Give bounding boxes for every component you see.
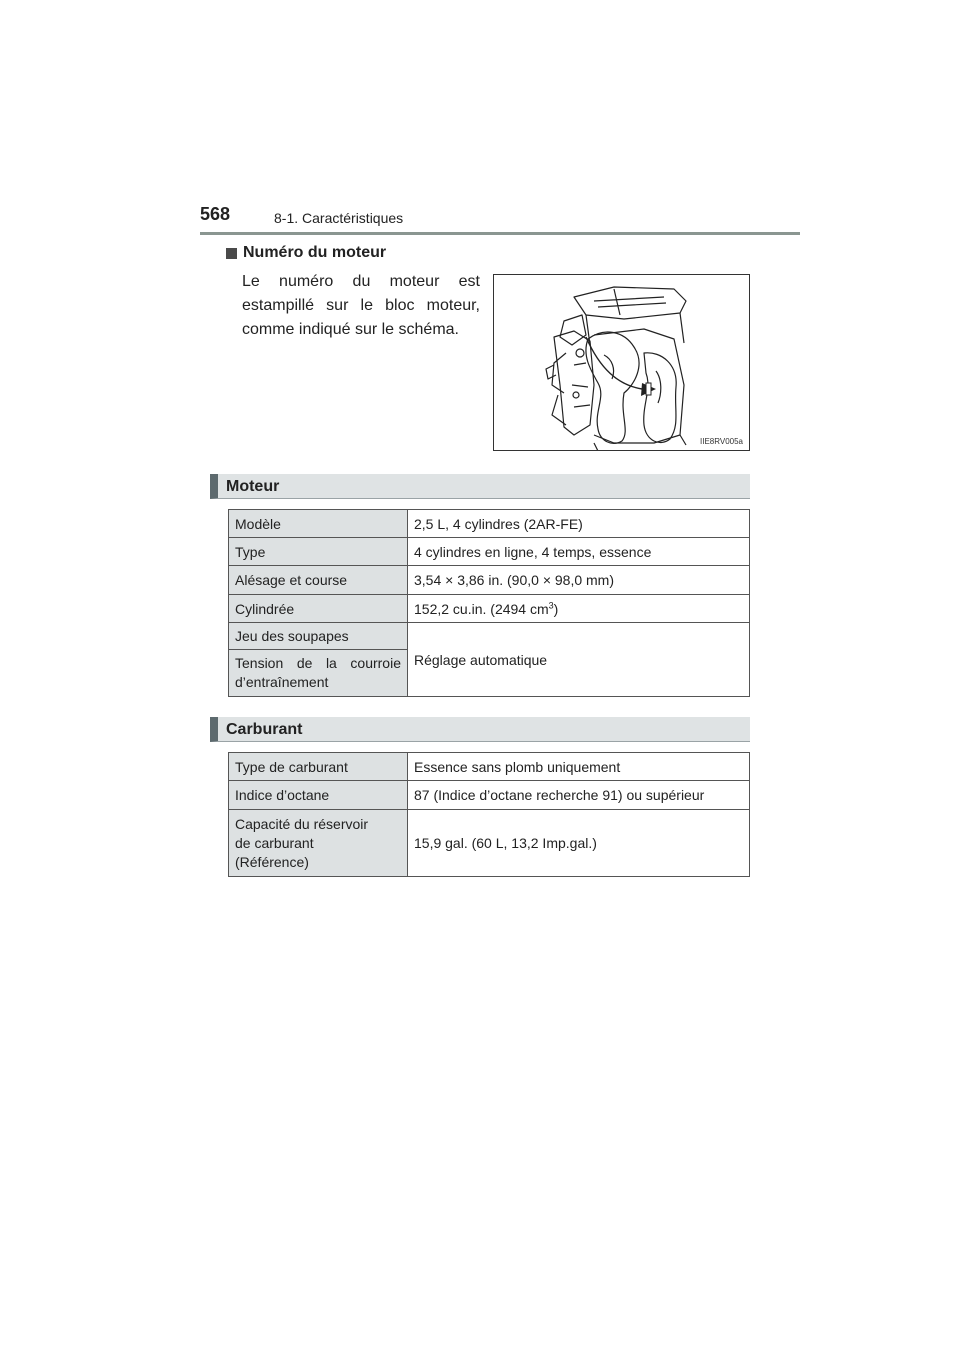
- engine-number-heading: [226, 244, 386, 262]
- row-label: Tension de la courroie d’entraînement: [229, 650, 408, 697]
- engine-diagram: [493, 274, 750, 451]
- row-value: 15,9 gal. (60 L, 13,2 Imp.gal.): [408, 810, 750, 877]
- page-number: 568: [200, 204, 231, 224]
- row-label: Alésage et course: [229, 566, 408, 595]
- row-label: Indice d’octane: [229, 781, 408, 810]
- table-row: [229, 538, 750, 566]
- table-row: [229, 566, 750, 595]
- table-row: [229, 810, 750, 877]
- square-bullet-icon: [226, 248, 237, 259]
- engine-illustration: [494, 275, 750, 451]
- row-label: Capacité du réservoir de carburant (Référence): [229, 810, 408, 877]
- table-row: [229, 781, 750, 810]
- row-value: 4 cylindres en ligne, 4 temps, essence: [408, 538, 750, 566]
- row-label: Type: [229, 538, 408, 566]
- section-title-carburant: Carburant: [226, 721, 303, 738]
- row-value: 3,54 × 3,86 in. (90,0 × 98,0 mm): [408, 566, 750, 595]
- engine-number-heading-text: Numéro du moteur: [243, 244, 387, 261]
- row-value: Essence sans plomb uniquement: [408, 753, 750, 781]
- section-title-moteur: Moteur: [226, 478, 280, 495]
- section-bar-moteur: [210, 474, 750, 499]
- cubic-exponent: 3: [548, 599, 554, 610]
- figure-code: IIE8RV005a: [700, 437, 743, 446]
- section-label: 8-1. Caractéristiques: [274, 210, 404, 226]
- section-bar-carburant: [210, 717, 750, 742]
- table-row: [229, 595, 750, 623]
- table-row: [229, 753, 750, 781]
- page-header: [200, 204, 800, 236]
- row-label: Jeu des soupapes: [229, 623, 408, 650]
- row-label: Modèle: [229, 510, 408, 538]
- row-label: Type de carburant: [229, 753, 408, 781]
- engine-number-text: Le numéro du moteur est estampillé sur le bloc moteur, comme indiqué sur le schéma.: [242, 273, 480, 338]
- carburant-table: [228, 752, 750, 877]
- header-rule: [200, 232, 800, 235]
- row-value: 87 (Indice d’octane recherche 91) ou supérieur: [408, 781, 750, 810]
- row-value: [408, 595, 750, 623]
- table-row: [229, 510, 750, 538]
- displacement-close: ): [553, 600, 559, 617]
- row-value: 2,5 L, 4 cylindres (2AR-FE): [408, 510, 750, 538]
- shared-value: Réglage automatique: [408, 623, 750, 697]
- table-row: [229, 623, 750, 650]
- moteur-table: [228, 509, 750, 697]
- row-label: Cylindrée: [229, 595, 408, 623]
- displacement-value: 152,2 cu.in. (2494 cm: [414, 600, 549, 617]
